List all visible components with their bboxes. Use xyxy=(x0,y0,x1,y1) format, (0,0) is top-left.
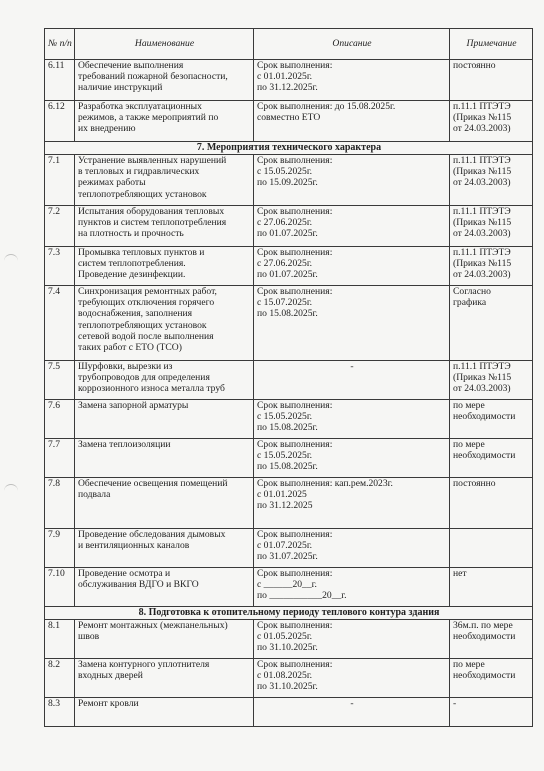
item-name-line: входных дверей xyxy=(78,670,143,682)
item-note-line: необходимости xyxy=(453,631,516,643)
item-name xyxy=(75,60,254,101)
item-name-line: трубопроводов для определения xyxy=(78,372,210,384)
item-name-line: Ремонт монтажных (межпанельных) xyxy=(78,620,228,631)
item-note-line: по мере xyxy=(453,659,485,670)
item-description-line: по 31.07.2025г. xyxy=(257,551,318,563)
item-description-line: по 15.08.2025г. xyxy=(257,422,318,434)
item-name-line: на плотность и прочность xyxy=(78,228,184,240)
item-name-line: в тепловых и гидравлических xyxy=(78,166,200,178)
table-body xyxy=(45,60,533,727)
item-note xyxy=(450,155,533,206)
item-note-line: (Приказ №115 xyxy=(453,166,512,178)
item-note-line: (Приказ №115 xyxy=(453,372,512,384)
table-row xyxy=(45,101,533,142)
item-description-line: с 27.06.2025г. xyxy=(257,258,313,270)
item-name-line: обслуживания ВДГО и ВКГО xyxy=(78,579,199,591)
item-description-line: - xyxy=(350,361,354,372)
item-name-line: требующих отключения горячего xyxy=(78,297,215,309)
item-description-line: с 15.05.2025г. xyxy=(257,450,313,462)
item-note-line: (Приказ №115 xyxy=(453,112,512,124)
item-note-line: п.11.1 ПТЭТЭ xyxy=(453,206,511,217)
item-description-line: Срок выполнения: xyxy=(257,620,333,631)
table-row xyxy=(45,60,533,101)
item-name-line: таких работ с ЕТО (ТСО) xyxy=(78,342,182,354)
item-description-line: с 01.01.2025г. xyxy=(257,71,313,83)
item-name xyxy=(75,361,254,400)
row-number: 8.2 xyxy=(45,659,75,698)
item-name xyxy=(75,400,254,439)
item-name-line: Ремонт кровли xyxy=(78,698,139,709)
item-description-line: по 01.07.2025г. xyxy=(257,269,318,281)
item-name-line: Синхронизация ремонтных работ, xyxy=(78,286,217,297)
item-note-line: 36м.п. по мере xyxy=(453,620,513,631)
item-name-line: и вентиляционных каналов xyxy=(78,540,190,552)
item-note-line: п.11.1 ПТЭТЭ xyxy=(453,361,511,372)
item-description-line: Срок выполнения: xyxy=(257,439,333,450)
item-note xyxy=(450,361,533,400)
row-number: 7.5 xyxy=(45,361,75,400)
item-note-line: (Приказ №115 xyxy=(453,258,512,270)
item-description-line: по 15.09.2025г. xyxy=(257,177,318,189)
item-note-line: п.11.1 ПТЭТЭ xyxy=(453,155,511,166)
item-description-line: с 01.05.2025г. xyxy=(257,631,313,643)
item-name-line: Замена теплоизоляции xyxy=(78,439,171,450)
item-description-line: с 27.06.2025г. xyxy=(257,217,313,229)
item-name xyxy=(75,155,254,206)
item-name-line: пунктов и систем теплопотребления xyxy=(78,217,227,229)
header-name: Наименование xyxy=(75,29,254,60)
item-description xyxy=(254,659,450,698)
item-description-line: с ______20__г. xyxy=(257,579,317,591)
item-description xyxy=(254,478,450,529)
item-name-line: теплопотребляющих установок xyxy=(78,188,207,200)
item-description-line: по 01.07.2025г. xyxy=(257,228,318,240)
item-note xyxy=(450,286,533,361)
item-description-line: по ___________20__г. xyxy=(257,590,347,602)
item-description-line: - xyxy=(350,698,354,709)
section-heading-row xyxy=(45,142,533,155)
table-row xyxy=(45,247,533,286)
item-description-line: по 31.10.2025г. xyxy=(257,642,318,654)
row-number: 7.3 xyxy=(45,247,75,286)
item-name-line: режимах работы xyxy=(78,177,146,189)
item-note-line: нет xyxy=(453,568,467,579)
row-number: 7.4 xyxy=(45,286,75,361)
item-name xyxy=(75,478,254,529)
item-note xyxy=(450,206,533,247)
punch-hole-mark xyxy=(4,254,18,265)
item-note xyxy=(450,60,533,101)
item-name-line: водоснабжения, заполнения xyxy=(78,308,193,320)
item-description-line: Срок выполнения: xyxy=(257,60,333,71)
item-name-line: Шурфовки, вырезки из xyxy=(78,361,173,372)
item-name-line: Проведение обследования дымовых xyxy=(78,529,226,540)
item-description xyxy=(254,568,450,607)
header-desc: Описание xyxy=(254,29,450,60)
section-heading: 7. Мероприятия технического характера xyxy=(45,142,533,155)
item-description-line: с 15.07.2025г. xyxy=(257,297,313,309)
item-description-line: Срок выполнения: xyxy=(257,568,333,579)
item-description xyxy=(254,439,450,478)
item-note-line: по мере xyxy=(453,439,485,450)
item-description xyxy=(254,60,450,101)
item-description-line: по 15.08.2025г. xyxy=(257,308,318,320)
item-name-line: теплопотребляющих установок xyxy=(78,319,207,331)
item-note xyxy=(450,529,533,568)
item-name-line: требований пожарной безопасности, xyxy=(78,71,228,83)
item-description-line: Срок выполнения: xyxy=(257,659,333,670)
item-note-line: постоянно xyxy=(453,478,496,489)
item-note-line: (Приказ №115 xyxy=(453,217,512,229)
item-note-line: от 24.03.2003) xyxy=(453,228,511,240)
table-row xyxy=(45,439,533,478)
item-name-line: коррозионного износа металла труб xyxy=(78,383,225,395)
item-note-line: от 24.03.2003) xyxy=(453,269,511,281)
item-description-line: по 31.12.2025г. xyxy=(257,82,318,94)
row-number: 7.10 xyxy=(45,568,75,607)
item-description-line: с 01.07.2025г. xyxy=(257,540,313,552)
table-row xyxy=(45,620,533,659)
table-row xyxy=(45,400,533,439)
row-number: 7.6 xyxy=(45,400,75,439)
item-note-line: от 24.03.2003) xyxy=(453,123,511,135)
item-note xyxy=(450,620,533,659)
item-note-line: от 24.03.2003) xyxy=(453,177,511,189)
item-name-line: режимов, а также мероприятий по xyxy=(78,112,219,124)
item-name xyxy=(75,620,254,659)
item-name-line: Проведение осмотра и xyxy=(78,568,171,579)
item-description-line: Срок выполнения: xyxy=(257,400,333,411)
item-name-line: Устранение выявленных нарушений xyxy=(78,155,227,166)
item-name-line: их внедрению xyxy=(78,123,136,135)
item-description xyxy=(254,361,450,400)
item-note-line: постоянно xyxy=(453,60,496,71)
item-description-line: с 15.05.2025г. xyxy=(257,411,313,423)
item-name xyxy=(75,568,254,607)
item-description-line: с 15.05.2025г. xyxy=(257,166,313,178)
item-description-line: Срок выполнения: xyxy=(257,206,333,217)
row-number: 7.1 xyxy=(45,155,75,206)
row-number: 6.12 xyxy=(45,101,75,142)
item-description xyxy=(254,620,450,659)
table-row xyxy=(45,361,533,400)
item-note xyxy=(450,478,533,529)
item-name xyxy=(75,101,254,142)
item-description xyxy=(254,155,450,206)
table-row xyxy=(45,155,533,206)
item-note-line: Согласно xyxy=(453,286,491,297)
item-description-line: Срок выполнения: кап.рем.2023г. xyxy=(257,478,393,489)
item-note xyxy=(450,698,533,727)
table-header-row xyxy=(45,29,533,60)
table-row xyxy=(45,529,533,568)
row-number: 7.8 xyxy=(45,478,75,529)
item-name xyxy=(75,698,254,727)
item-note xyxy=(450,659,533,698)
punch-hole-mark xyxy=(4,484,18,495)
section-heading-row xyxy=(45,607,533,620)
item-note-line xyxy=(453,529,530,540)
item-name xyxy=(75,286,254,361)
table-row xyxy=(45,698,533,727)
item-name xyxy=(75,529,254,568)
item-name-line: Проведение дезинфекции. xyxy=(78,269,186,281)
item-note-line: необходимости xyxy=(453,411,516,423)
row-number: 7.9 xyxy=(45,529,75,568)
item-note-line: по мере xyxy=(453,400,485,411)
table-row xyxy=(45,568,533,607)
item-description-line: Срок выполнения: до 15.08.2025г. xyxy=(257,101,396,112)
item-description xyxy=(254,247,450,286)
item-name-line: Промывка тепловых пунктов и xyxy=(78,247,205,258)
item-note-line: от 24.03.2003) xyxy=(453,383,511,395)
item-name-line: сетевой водой после выполнения xyxy=(78,330,214,342)
item-description xyxy=(254,400,450,439)
table-row xyxy=(45,286,533,361)
item-note-line: п.11.1 ПТЭТЭ xyxy=(453,247,511,258)
row-number: 6.11 xyxy=(45,60,75,101)
item-note-line: графика xyxy=(453,297,487,309)
row-number: 7.7 xyxy=(45,439,75,478)
item-note xyxy=(450,400,533,439)
item-name-line: Обеспечение освещения помещений xyxy=(78,478,228,489)
item-name-line: подвала xyxy=(78,489,111,501)
row-number: 7.2 xyxy=(45,206,75,247)
item-description-line: с 01.08.2025г. xyxy=(257,670,313,682)
item-description-line: по 15.08.2025г. xyxy=(257,461,318,473)
table-row xyxy=(45,478,533,529)
item-name xyxy=(75,659,254,698)
item-name-line: Замена запорной арматуры xyxy=(78,400,189,411)
item-description-line: с 01.01.2025 xyxy=(257,489,307,501)
section-heading: 8. Подготовка к отопительному периоду теплового контура здания xyxy=(45,607,533,620)
item-description-line: Срок выполнения: xyxy=(257,155,333,166)
item-name-line: Замена контурного уплотнителя xyxy=(78,659,210,670)
item-name xyxy=(75,206,254,247)
row-number: 8.1 xyxy=(45,620,75,659)
item-note xyxy=(450,568,533,607)
item-name-line: наличие инструкций xyxy=(78,82,163,94)
item-description xyxy=(254,698,450,727)
item-description-line: по 31.12.2025 xyxy=(257,500,313,512)
item-description xyxy=(254,529,450,568)
item-description-line: Срок выполнения: xyxy=(257,286,333,297)
table-row xyxy=(45,206,533,247)
item-description-line: Срок выполнения: xyxy=(257,529,333,540)
item-name xyxy=(75,439,254,478)
item-note-line: - xyxy=(453,698,457,709)
header-num: № п/п xyxy=(45,29,75,60)
measures-table xyxy=(44,28,533,727)
item-description xyxy=(254,101,450,142)
item-note-line: необходимости xyxy=(453,450,516,462)
item-name xyxy=(75,247,254,286)
item-note-line: п.11.1 ПТЭТЭ xyxy=(453,101,511,112)
row-number: 8.3 xyxy=(45,698,75,727)
item-name-line: швов xyxy=(78,631,100,643)
table-row xyxy=(45,659,533,698)
item-description-line: по 31.10.2025г. xyxy=(257,681,318,693)
item-note xyxy=(450,439,533,478)
item-name-line: Обеспечение выполнения xyxy=(78,60,184,71)
item-name-line: систем теплопотребления. xyxy=(78,258,186,270)
item-note xyxy=(450,247,533,286)
item-description xyxy=(254,286,450,361)
header-note: Примечание xyxy=(450,29,533,60)
item-note xyxy=(450,101,533,142)
item-description-line: совместно ЕТО xyxy=(257,112,321,124)
item-note-line: необходимости xyxy=(453,670,516,682)
item-description xyxy=(254,206,450,247)
item-description-line: Срок выполнения: xyxy=(257,247,333,258)
item-name-line: Разработка эксплуатационных xyxy=(78,101,202,112)
item-name-line: Испытания оборудования тепловых xyxy=(78,206,225,217)
